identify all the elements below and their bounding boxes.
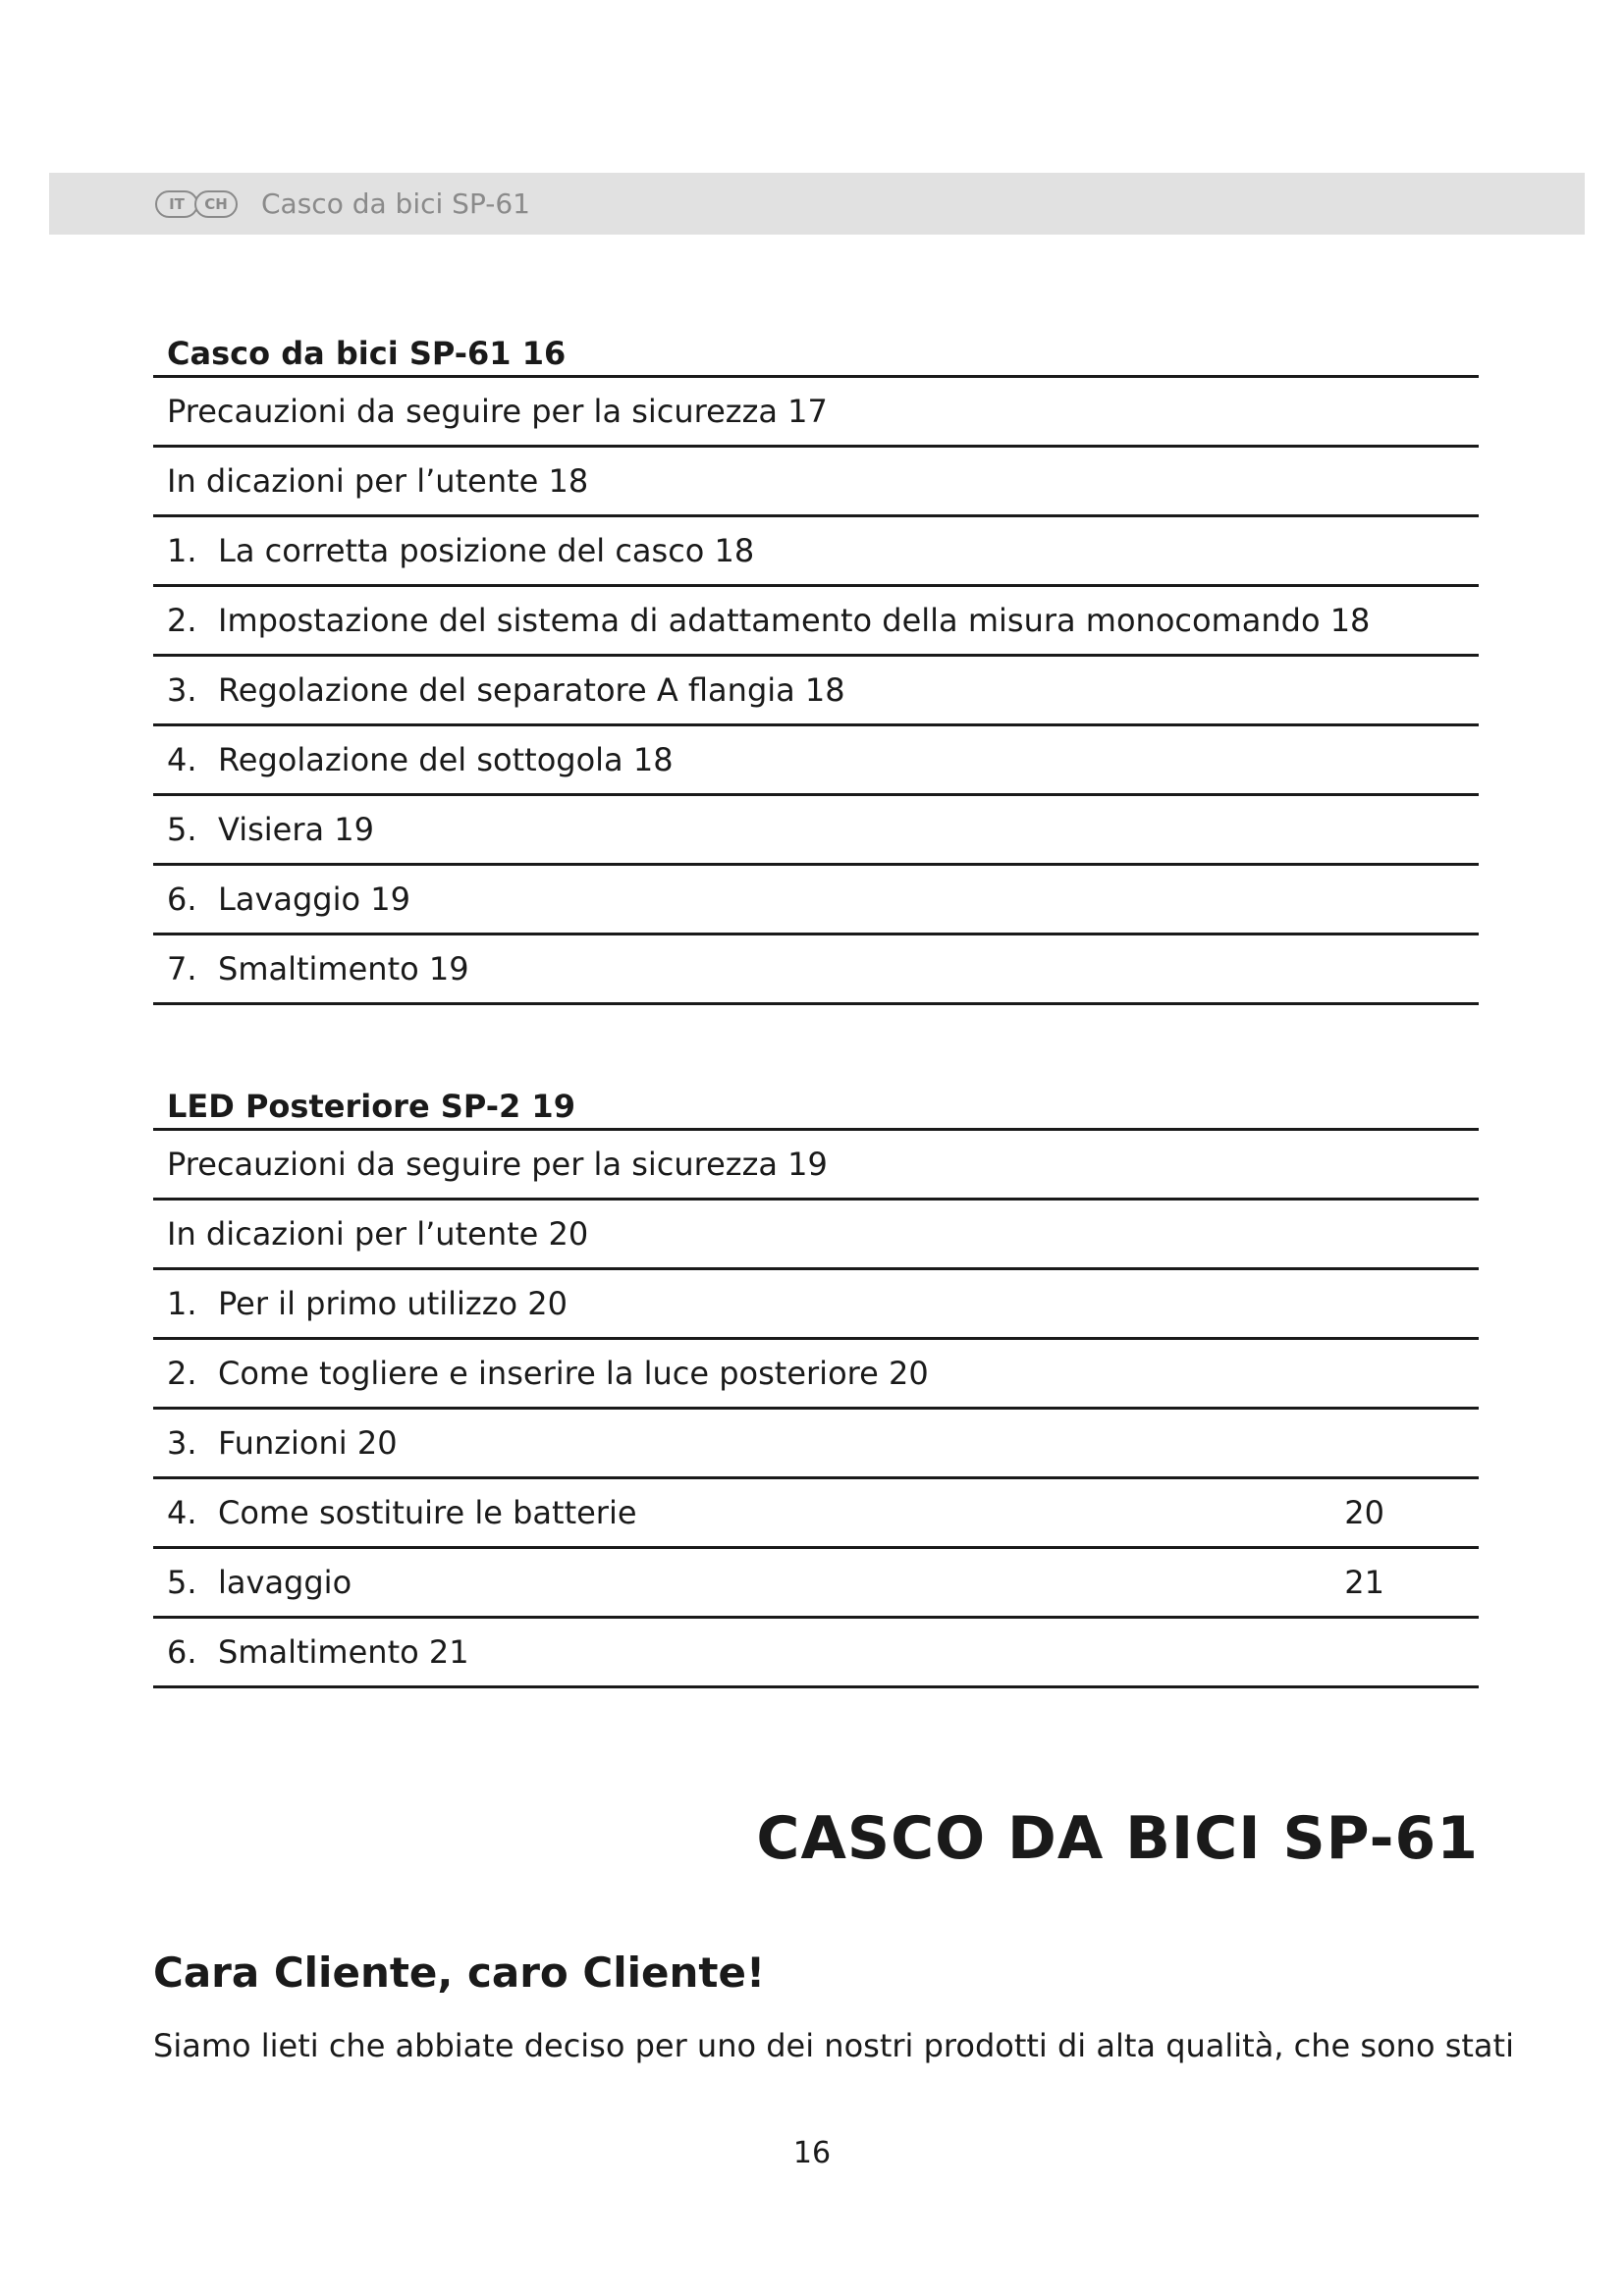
toc-row [153,1410,1479,1479]
toc-row [153,1340,1479,1410]
toc-row-text: Smaltimento 19 [218,950,469,988]
header-title: Casco da bici SP-61 [261,187,530,220]
toc-row-number: 1. [167,1285,197,1322]
toc-row-number: 3. [167,671,197,709]
toc-row [153,1619,1479,1688]
toc-row-page: 20 [1344,1494,1384,1531]
toc-row-text: Come sostituire le batterie [218,1494,637,1531]
toc-row [153,796,1479,866]
toc-row-page: 21 [1344,1564,1384,1601]
country-flags [155,190,234,218]
toc-row-text: In dicazioni per l’utente 20 [167,1215,589,1253]
toc-row-text: lavaggio [218,1564,352,1601]
toc-row-number: 6. [167,881,197,918]
greeting-heading: Cara Cliente, caro Cliente! [153,1949,766,1997]
toc-row-text: Precauzioni da seguire per la sicurezza 19 [167,1146,828,1183]
toc-row [153,517,1479,587]
toc-row [153,378,1479,448]
toc-row-number: 1. [167,532,197,569]
flag-it-badge: IT [155,190,198,218]
toc-row-number: 4. [167,1494,197,1531]
toc-row-number: 5. [167,1564,197,1601]
toc-row-text: Per il primo utilizzo 20 [218,1285,568,1322]
toc-row [153,726,1479,796]
toc-row [153,587,1479,657]
toc-row [153,448,1479,517]
toc-row-text: Impostazione del sistema di adattamento della misura monocomando 18 [218,602,1371,639]
toc-row-number: 2. [167,1355,197,1392]
toc-section-2 [153,1085,1479,1688]
toc-row [153,1270,1479,1340]
toc-row-number: 2. [167,602,197,639]
toc-section-heading: LED Posteriore SP-2 19 [153,1085,1479,1131]
toc-row-number: 4. [167,741,197,778]
toc-row [153,1201,1479,1270]
header-bar [49,173,1585,235]
toc-row-text: Lavaggio 19 [218,881,410,918]
toc-row-number: 7. [167,950,197,988]
toc-row-text: Regolazione del separatore A flangia 18 [218,671,845,709]
toc-row-number: 3. [167,1424,197,1462]
toc-row [153,866,1479,935]
toc-row-text: Precauzioni da seguire per la sicurezza 17 [167,393,828,430]
flag-ch-badge: CH [194,190,238,218]
intro-paragraph: Siamo lieti che abbiate deciso per uno dei nostri prodotti di alta qualità, che sono stati [153,2027,1514,2064]
toc-row-text: Smaltimento 21 [218,1633,469,1671]
toc-row [153,1549,1479,1619]
toc-row-text: La corretta posizione del casco 18 [218,532,755,569]
toc-section-heading: Casco da bici SP-61 16 [153,332,1479,378]
toc-row-text: Funzioni 20 [218,1424,398,1462]
toc-row-number: 6. [167,1633,197,1671]
toc-row [153,1479,1479,1549]
toc-row-text: Visiera 19 [218,811,374,848]
toc-row-text: In dicazioni per l’utente 18 [167,462,589,500]
toc-row-text: Regolazione del sottogola 18 [218,741,674,778]
page-title: CASCO DA BICI SP-61 [756,1804,1479,1873]
toc-row [153,935,1479,1005]
page-number: 16 [792,2136,832,2170]
toc-row-text: Come togliere e inserire la luce posteriore 20 [218,1355,929,1392]
toc-section-1 [153,332,1479,1005]
toc-row [153,657,1479,726]
toc-row-number: 5. [167,811,197,848]
toc-row [153,1131,1479,1201]
